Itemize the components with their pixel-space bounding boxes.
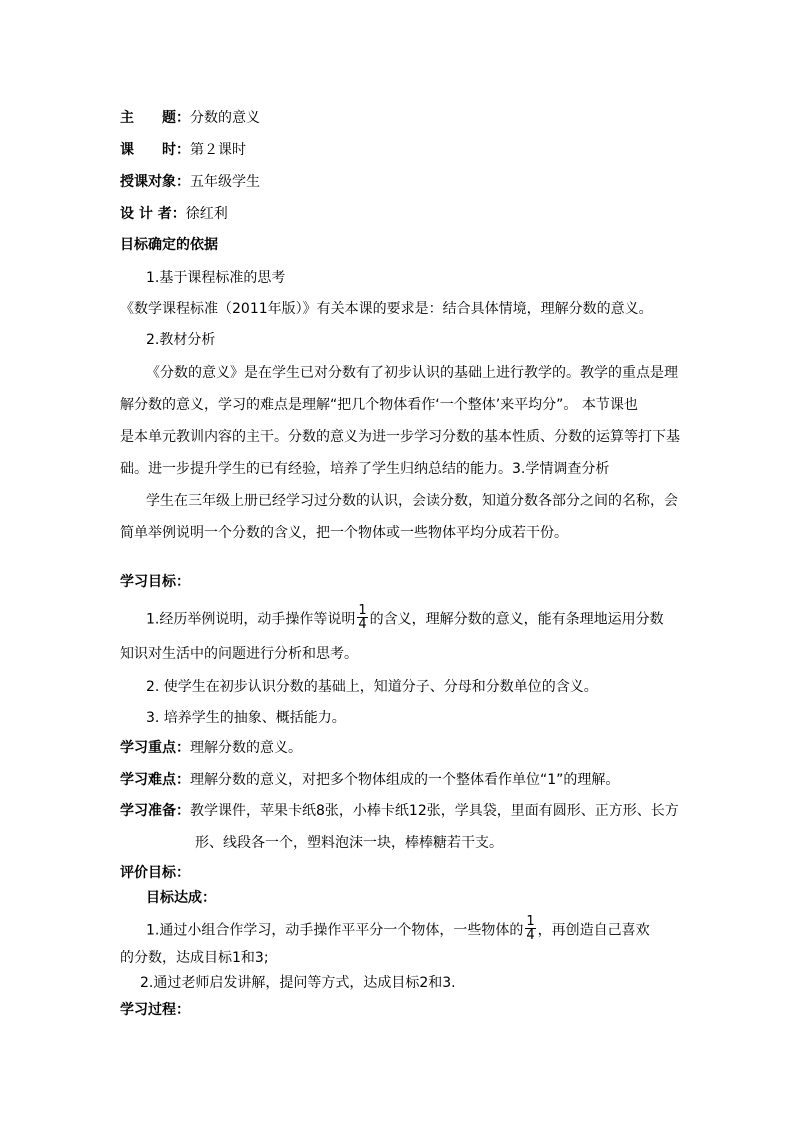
- preparation-line1: 教学课件，苹果卡纸8张，小棒卡纸12张，学具袋，里面有圆形、正方形、长方: [190, 803, 679, 819]
- goal-1-line2: 知识对生活中的问题进行分析和思考。: [120, 646, 358, 662]
- designer-value: 徐红利: [185, 206, 228, 222]
- preparation-label: 学习准备：: [120, 803, 190, 819]
- designer-row: [120, 204, 228, 224]
- preparation-row: [120, 801, 679, 821]
- period-label: 课 时：: [120, 142, 190, 158]
- evaluation-item-1-pre: 1.通过小组合作学习，动手操作平平分一个物体，一些物体的: [146, 922, 524, 939]
- topic-value: 分数的意义: [190, 110, 260, 126]
- basis-item3-line: 学生在三年级上册已经学习过分数的认识，会读分数，知道分数各部分之间的名称，会: [146, 493, 678, 509]
- basis-heading: 目标确定的依据: [120, 237, 218, 253]
- key-point-label: 学习重点：: [120, 740, 190, 756]
- evaluation-item-1-line2: 的分数，达成目标1和3;: [120, 950, 269, 966]
- fraction-denominator: 4: [358, 617, 367, 632]
- basis-item2-line: 《分数的意义》是在学生已对分数有了初步认识的基础上进行教学的。教学的重点是理: [146, 365, 678, 381]
- fraction-numerator: 1: [358, 603, 367, 618]
- topic-label: 主 题：: [120, 110, 190, 126]
- fraction-one-quarter: [525, 915, 535, 942]
- key-point-value: 理解分数的意义。: [190, 740, 302, 756]
- preparation-line2: 形、线段各一个，塑料泡沫一块，棒棒糖若干支。: [195, 835, 503, 851]
- audience-label: 授课对象：: [120, 174, 190, 190]
- fraction-denominator: 4: [526, 928, 535, 943]
- period-value: 第２课时: [190, 142, 246, 158]
- goal-2: 2. 使学生在初步认识分数的基础上，知道分子、分母和分数单位的含义。: [146, 679, 598, 695]
- basis-item1-text: 《数学课程标准（2011年版）》有关本课的要求是：结合具体情境，理解分数的意义。: [120, 301, 653, 317]
- difficulty-value: 理解分数的意义，对把多个物体组成的一个整体看作单位“1”的理解。: [190, 772, 620, 788]
- evaluation-item-2: 2.通过老师启发讲解，提问等方式，达成目标2和3.: [140, 975, 456, 991]
- evaluation-item-1-post: ，再创造自己喜欢: [537, 922, 650, 939]
- designer-label: 设 计 者：: [120, 206, 186, 222]
- goal-3: 3. 培养学生的抽象、概括能力。: [146, 710, 346, 726]
- fraction-one-quarter: [357, 604, 367, 631]
- basis-item3-line: 简单举例说明一个分数的含义，把一个物体或一些物体平均分成若干份。: [120, 525, 568, 541]
- evaluation-item-1: [146, 914, 650, 944]
- topic-row: [120, 108, 260, 128]
- difficulty-row: [120, 770, 619, 790]
- audience-value: 五年级学生: [190, 174, 260, 190]
- period-row: [120, 140, 246, 160]
- goal-1-post: 的含义，理解分数的意义，能有条理地运用分数: [369, 611, 664, 628]
- difficulty-label: 学习难点：: [120, 772, 190, 788]
- goal-1: [146, 603, 664, 633]
- evaluation-heading: 评价目标：: [120, 865, 190, 881]
- basis-item2-line: 解分数的意义，学习的难点是理解“把几个物体看作‘一个整体’来平均分”。 本节课也: [120, 397, 638, 413]
- basis-item2: 2.教材分析: [146, 332, 216, 348]
- basis-item2-line: 础。进一步提升学生的已有经验，培养了学生归纳总结的能力。3.学情调查分析: [120, 461, 610, 477]
- audience-row: [120, 172, 260, 192]
- basis-item1: 1.基于课程标准的思考: [146, 270, 286, 286]
- key-point-row: [120, 738, 302, 758]
- goals-heading: 学习目标：: [120, 574, 190, 590]
- process-heading: 学习过程：: [120, 1002, 190, 1018]
- goal-1-pre: 1.经历举例说明，动手操作等说明: [146, 611, 356, 628]
- evaluation-subheading: 目标达成：: [146, 890, 216, 906]
- basis-item2-line: 是本单元教训内容的主干。分数的意义为进一步学习分数的基本性质、分数的运算等打下基: [120, 429, 680, 445]
- fraction-numerator: 1: [526, 914, 535, 929]
